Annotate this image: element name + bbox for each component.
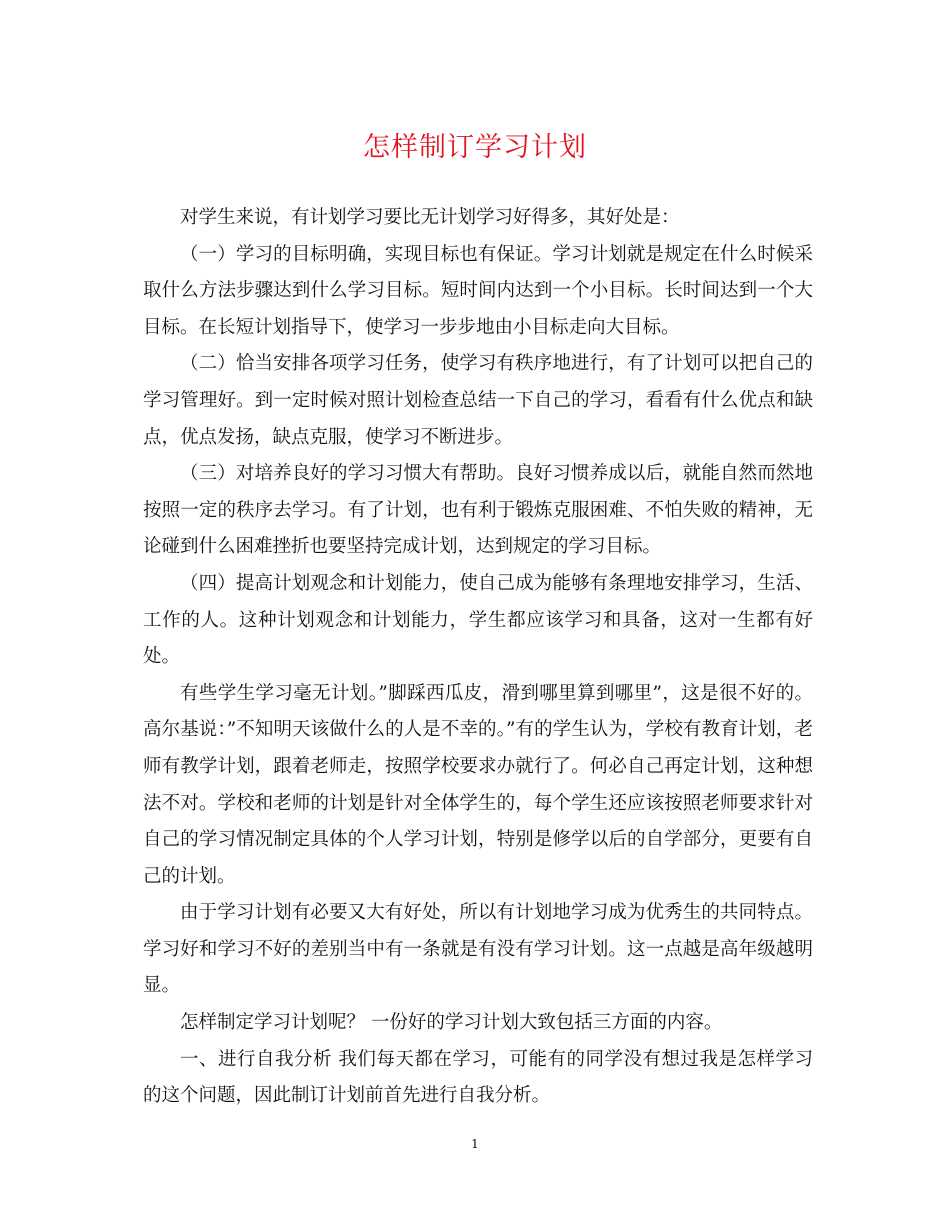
document-body xyxy=(143,200,813,1115)
document-title: 怎样制订学习计划 xyxy=(363,132,587,163)
paragraph-benefit-2: （二）恰当安排各项学习任务，使学习有秩序地进行，有了计划可以把自己的学习管理好。到一定时候对照计划检查总结一下自己的学习，看看有什么优点和缺点，优点发扬，缺点克服，使学习不断进步。 xyxy=(143,353,813,448)
page-number: 1 xyxy=(471,1137,479,1151)
paragraph-benefit-4: （四）提高计划观念和计划能力，使自己成为能够有条理地安排学习，生活、工作的人。这种计划观念和计划能力，学生都应该学习和具备，这对一生都有好处。 xyxy=(143,572,813,668)
paragraph-intro: 对学生来说，有计划学习要比无计划学习好得多，其好处是： xyxy=(180,207,680,228)
paragraph-benefit-3: （三）对培养良好的学习习惯大有帮助。良好习惯养成以后，就能自然而然地按照一定的秩序去学习。有了计划，也有利于锻炼克服困难、不怕失败的精神，无论碰到什么困难挫折也要坚持完成计划，达到规定的学习目标。 xyxy=(143,463,813,558)
paragraph-no-plan: 有些学生学习毫无计划。”脚踩西瓜皮，滑到哪里算到哪里”，这是很不好的。高尔基说：”不知明天该做什么的人是不幸的。”有的学生认为，学校有教育计划，老师有教学计划，跟着老师走，按照学校要求办就行了。何必自己再定计划，这种想法不对。学校和老师的计划是针对全体学生的，每个学生还应该按照老师要求针对自己的学习情况制定具体的个人学习计划，特别是修学以后的自学部分，更要有自己的计划。 xyxy=(143,682,813,887)
paragraph-self-analysis: 一、进行自我分析 我们每天都在学习，可能有的同学没有想过我是怎样学习的这个问题，因此制订计划前首先进行自我分析。 xyxy=(143,1048,813,1107)
paragraph-benefit-1: （一）学习的目标明确，实现目标也有保证。学习计划就是规定在什么时候采取什么方法步骤达到什么学习目标。短时间内达到一个小目标。长时间达到一个大目标。在长短计划指导下，使学习一步步地由小目标走向大目标。 xyxy=(143,243,813,338)
paragraph-how-to: 怎样制定学习计划呢？ 一份好的学习计划大致包括三方面的内容。 xyxy=(180,1012,723,1034)
paragraph-top-students: 由于学习计划有必要又大有好处，所以有计划地学习成为优秀生的共同特点。学习好和学习不好的差别当中有一条就是有没有学习计划。这一点越是高年级越明显。 xyxy=(143,902,813,997)
